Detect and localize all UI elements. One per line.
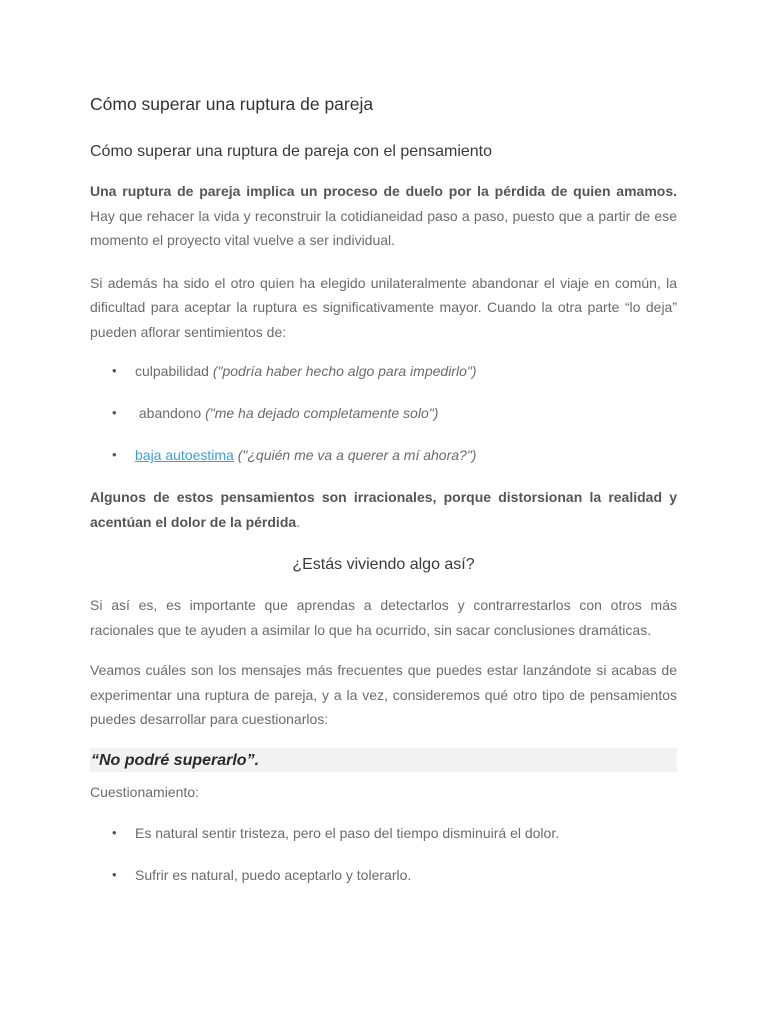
irrational-bold-text: Algunos de estos pensamientos son irracionales, porque distorsionan la realidad y acentúan el dolor de la pérdida [90, 489, 677, 530]
page-title: Cómo superar una ruptura de pareja [90, 94, 374, 114]
list-item [90, 821, 677, 845]
section-heading: “No podré superarlo”. [90, 748, 677, 772]
feeling-label: culpabilidad [135, 363, 209, 379]
questioning-item-text: Es natural sentir tristeza, pero el paso del tiempo disminuirá el dolor. [135, 824, 560, 841]
list-item [90, 401, 677, 425]
article-subtitle: Cómo superar una ruptura de pareja con el pensamiento [90, 143, 493, 160]
irrational-rest-text: . [296, 513, 301, 530]
intro-bold-text: Una ruptura de pareja implica un proceso de duelo por la pérdida de quien amamos. [90, 183, 677, 199]
bullet-icon: • [112, 405, 117, 420]
list-item [90, 863, 677, 887]
questioning-list [90, 821, 677, 887]
feelings-list [90, 359, 677, 467]
feeling-quote: ("¿quién me va a querer a mí ahora?") [237, 447, 477, 463]
article-body [90, 92, 677, 905]
bullet-icon: • [112, 363, 117, 378]
questioning-label: Cuestionamiento: [90, 783, 199, 800]
feeling-quote: ("me ha dejado completamente solo") [205, 405, 439, 421]
feeling-quote: ("podría haber hecho algo para impedirlo") [212, 363, 477, 379]
context-paragraph: Si además ha sido el otro quien ha elegido unilateralmente abandonar el viaje en común, la dificultad para aceptar la ruptura es significativamente mayor. Cuando la otra parte “lo deja” pueden aflorar sentimientos de: [90, 274, 677, 340]
advice-paragraph: Si así es, es importante que aprendas a detectarlos y contrarrestarlos con otros más racionales que te ayuden a asimilar lo que ha ocurrido, sin sacar conclusiones dramáticas. [90, 597, 677, 638]
bullet-icon: • [112, 447, 117, 462]
questioning-item-text: Sufrir es natural, puedo aceptarlo y tolerarlo. [135, 866, 412, 883]
bullet-icon: • [112, 824, 117, 840]
intro-rest-text: Hay que rehacer la vida y reconstruir la cotidianeidad paso a paso, puesto que a partir de ese momento el proyecto vital vuelve a ser individual. [90, 207, 677, 248]
irrational-thoughts-paragraph [90, 485, 677, 534]
list-item [90, 443, 677, 467]
list-item [90, 359, 677, 383]
feeling-label: abandono [135, 405, 202, 421]
section-question: ¿Estás viviendo algo así? [292, 556, 475, 573]
messages-paragraph: Veamos cuáles son los mensajes más frecuentes que puedes estar lanzándote si acabas de experimentar una ruptura de pareja, y a la vez, consideremos qué otro tipo de pensamientos puedes desarrollar para cuestionarlos: [90, 662, 677, 727]
baja-autoestima-link[interactable]: baja autoestima [135, 447, 234, 463]
bullet-icon: • [112, 866, 117, 882]
intro-paragraph [90, 179, 677, 253]
